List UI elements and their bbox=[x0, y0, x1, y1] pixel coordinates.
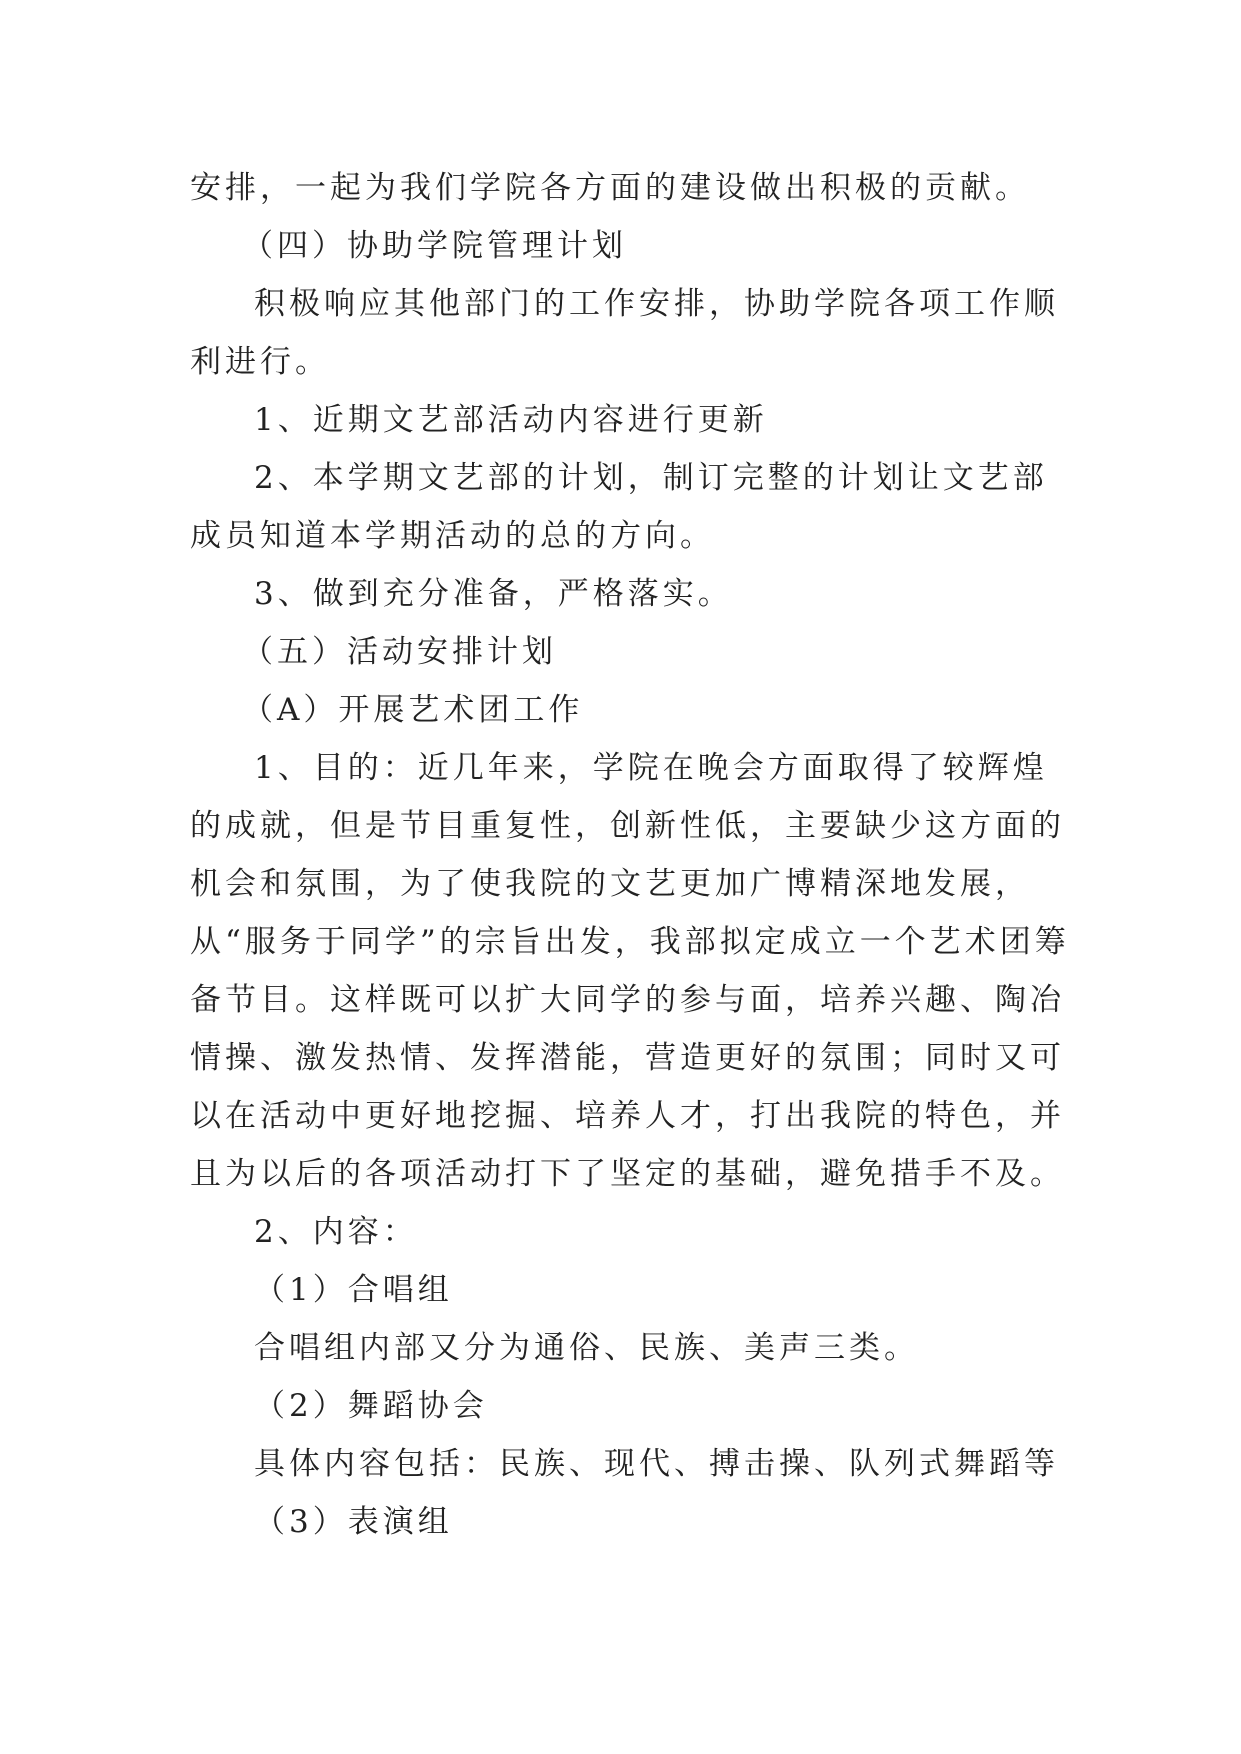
paragraph-dance: 具体内容包括：民族、现代、搏击操、队列式舞蹈等 bbox=[254, 1446, 1059, 1482]
paragraph-continuation: 安排，一起为我们学院各方面的建设做出积极的贡献。 bbox=[190, 170, 1030, 206]
list-item-3: 3、做到充分准备，严格落实。 bbox=[254, 576, 733, 612]
group-heading-dance: （2）舞蹈协会 bbox=[254, 1388, 488, 1424]
list-item-2: 2、本学期文艺部的计划，制订完整的计划让文艺部成员知道本学期活动的总的方向。 bbox=[190, 460, 1048, 554]
paragraph-choir: 合唱组内部又分为通俗、民族、美声三类。 bbox=[254, 1330, 919, 1366]
paragraph-content-label: 2、内容： bbox=[254, 1214, 418, 1250]
section-heading-5: （五）活动安排计划 bbox=[242, 634, 557, 670]
group-heading-choir: （1）合唱组 bbox=[254, 1272, 453, 1308]
paragraph-assist-work: 积极响应其他部门的工作安排，协助学院各项工作顺利进行。 bbox=[190, 286, 1059, 380]
list-item-1: 1、近期文艺部活动内容进行更新 bbox=[254, 402, 768, 438]
paragraph-purpose: 1、目的：近几年来，学院在晚会方面取得了较辉煌的成就，但是节目重复性，创新性低，主要缺少这方面的机会和氛围，为了使我院的文艺更加广博精深地发展，从“服务于同学”的宗旨出发，我部拟定成立一个艺术团筹备节目。这样既可以扩大同学的参与面，培养兴趣、陶冶情操、激发热情、发挥潜能，营造更好的氛围；同时又可以在活动中更好地挖掘、培养人才，打出我院的特色，并且为以后的各项活动打下了坚定的基础，避免措手不及。 bbox=[190, 750, 1070, 1192]
section-heading-4: （四）协助学院管理计划 bbox=[242, 228, 627, 264]
group-heading-performance: （3）表演组 bbox=[254, 1504, 453, 1540]
document-body bbox=[190, 159, 1070, 1551]
subsection-heading-a: （A）开展艺术团工作 bbox=[242, 692, 584, 728]
